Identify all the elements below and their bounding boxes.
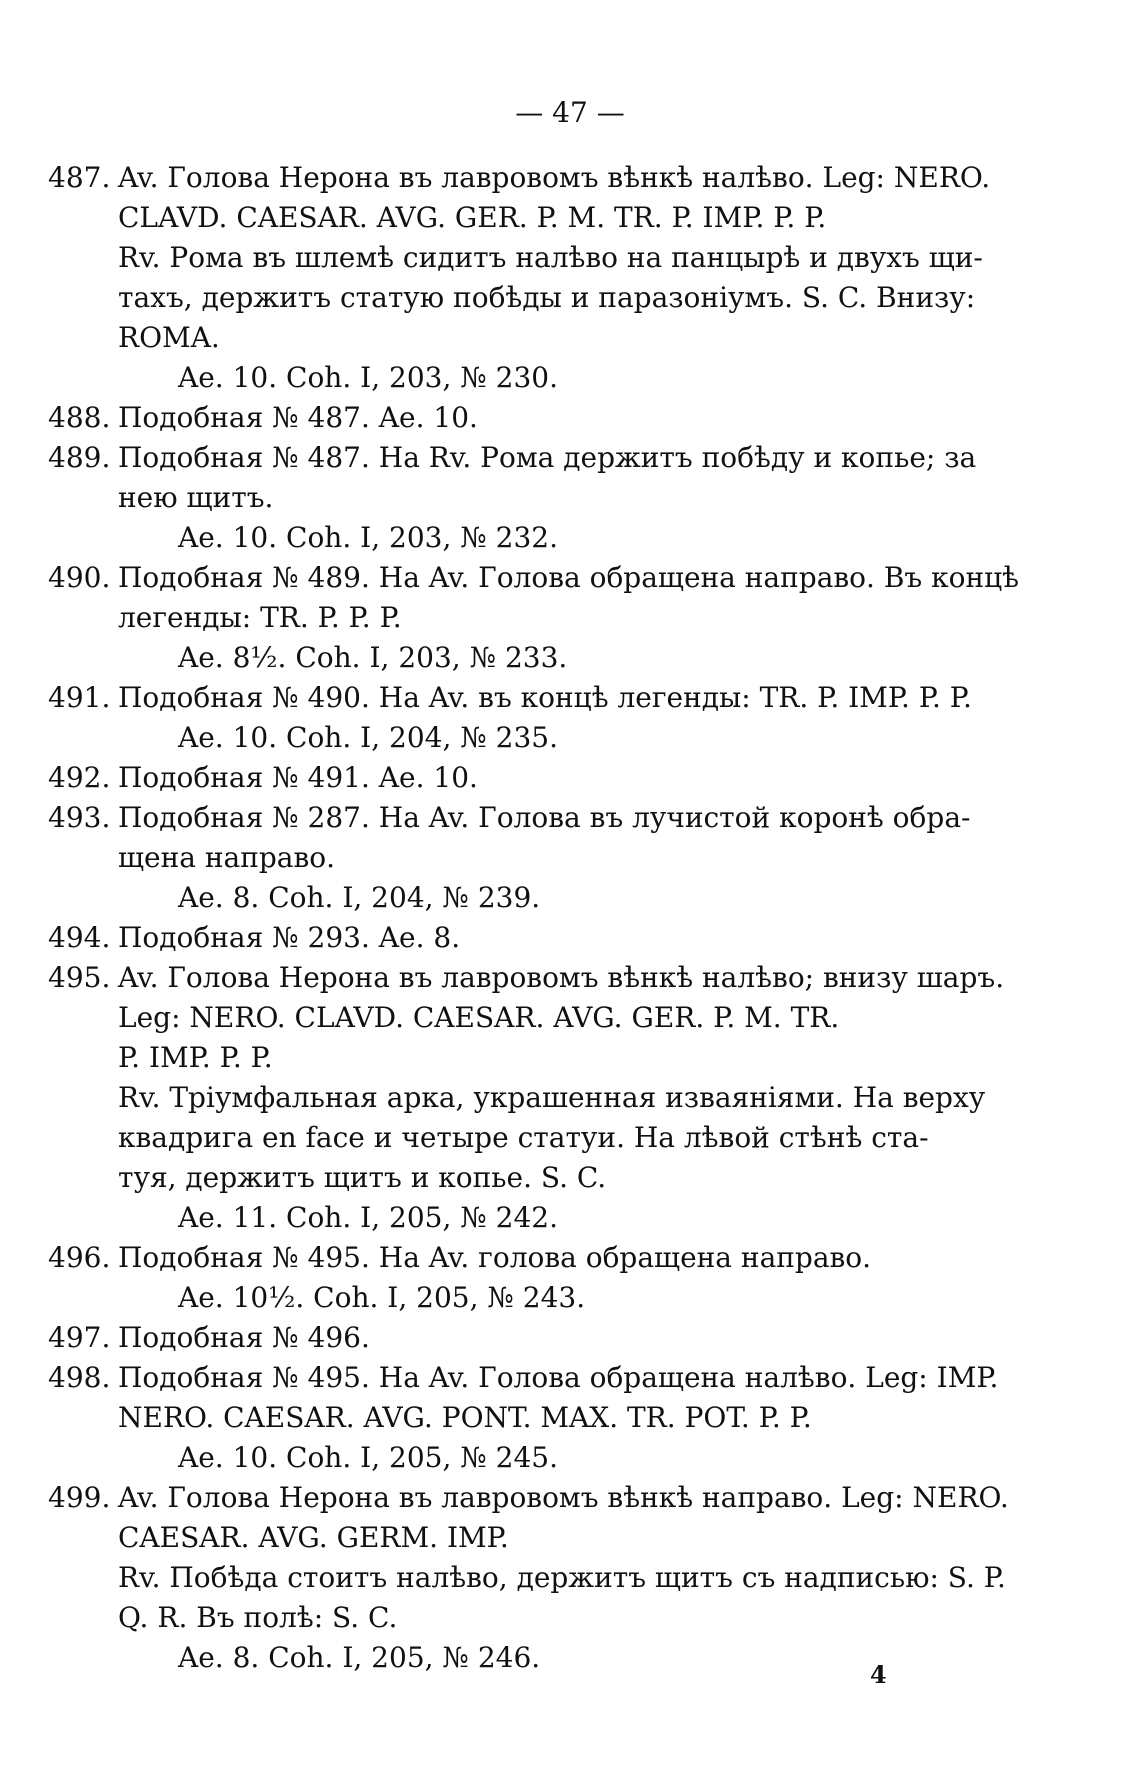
- entry-text: Ae. 8. Coh. I, 205, № 246.: [178, 1641, 541, 1674]
- entry-continuation-line: [48, 878, 1088, 918]
- entry-continuation-line: [48, 1398, 1088, 1438]
- entry-continuation-line: [48, 1638, 1088, 1678]
- entry-text: P. IMP. P. P.: [118, 1041, 273, 1074]
- entry-number: 491.: [48, 681, 111, 714]
- entry-line: [48, 918, 1088, 958]
- entry-text: Ae. 10. Coh. I, 204, № 235.: [178, 721, 558, 754]
- entry-text: Ae. 8. Coh. I, 204, № 239.: [178, 881, 541, 914]
- entry-text: Av. Голова Нерона въ лавровомъ вѣнкѣ налѣво; внизу шаръ.: [118, 961, 1005, 994]
- entry-line: [48, 958, 1088, 998]
- entry-text: Q. R. Въ полѣ: S. C.: [118, 1601, 398, 1634]
- entry-number: 490.: [48, 561, 111, 594]
- entry-line: [48, 1358, 1088, 1398]
- entry-continuation-line: [48, 1598, 1088, 1638]
- entry-text: Ae. 10. Coh. I, 203, № 232.: [178, 521, 558, 554]
- entry-number: 499.: [48, 1481, 111, 1514]
- entry-continuation-line: [48, 238, 1088, 278]
- entry-continuation-line: [48, 318, 1088, 358]
- entry-text: Ae. 10. Coh. I, 205, № 245.: [178, 1441, 558, 1474]
- entry-number: 488.: [48, 401, 111, 434]
- entry-line: [48, 558, 1088, 598]
- entry-text: щена направо.: [118, 841, 336, 874]
- entry-text: Подобная № 490. На Av. въ концѣ легенды: TR. P. IMP. P. P.: [118, 681, 972, 714]
- entry-line: [48, 758, 1088, 798]
- entry-text: Ae. 11. Coh. I, 205, № 242.: [178, 1201, 558, 1234]
- entry-number: 495.: [48, 961, 111, 994]
- entry-text: Подобная № 287. На Av. Голова въ лучистой коронѣ обра-: [118, 801, 971, 834]
- entry-text: Подобная № 487. Ae. 10.: [118, 401, 478, 434]
- entry-continuation-line: [48, 518, 1088, 558]
- entry-continuation-line: [48, 358, 1088, 398]
- entry-number: 489.: [48, 441, 111, 474]
- entry-line: [48, 438, 1088, 478]
- entry-line: [48, 158, 1088, 198]
- entry-number: 493.: [48, 801, 111, 834]
- entry-text: Ae. 10½. Coh. I, 205, № 243.: [178, 1281, 586, 1314]
- entry-line: [48, 678, 1088, 718]
- entry-text: Av. Голова Нерона въ лавровомъ вѣнкѣ направо. Leg: NERO.: [118, 1481, 1009, 1514]
- entry-continuation-line: [48, 1558, 1088, 1598]
- entry-continuation-line: [48, 1038, 1088, 1078]
- entry-text: Подобная № 496.: [118, 1321, 370, 1354]
- entry-text: Rv. Побѣда стоитъ налѣво, держитъ щитъ съ надписью: S. P.: [118, 1561, 1006, 1594]
- entry-continuation-line: [48, 198, 1088, 238]
- entry-text: Подобная № 487. На Rv. Рома держитъ побѣду и копье; за: [118, 441, 977, 474]
- entry-text: туя, держитъ щитъ и копье. S. C.: [118, 1161, 607, 1194]
- entry-text: тахъ, держитъ статую побѣды и паразоніумъ. S. C. Внизу:: [118, 281, 976, 314]
- entry-text: Подобная № 495. На Av. Голова обращена налѣво. Leg: IMP.: [118, 1361, 999, 1394]
- entry-continuation-line: [48, 478, 1088, 518]
- entry-text: Rv. Тріумфальная арка, украшенная изваяніями. На верху: [118, 1081, 986, 1114]
- entry-continuation-line: [48, 1118, 1088, 1158]
- entry-continuation-line: [48, 1198, 1088, 1238]
- entry-text: NERO. CAESAR. AVG. PONT. MAX. TR. POT. P. P.: [118, 1401, 812, 1434]
- entry-text: квадрига en face и четыре статуи. На лѣвой стѣнѣ ста-: [118, 1121, 929, 1154]
- entry-text: CLAVD. CAESAR. AVG. GER. P. M. TR. P. IMP. P. P.: [118, 201, 827, 234]
- entry-continuation-line: [48, 1518, 1088, 1558]
- entry-continuation-line: [48, 838, 1088, 878]
- entry-text: Ae. 10. Coh. I, 203, № 230.: [178, 361, 558, 394]
- entry-text: Подобная № 491. Ae. 10.: [118, 761, 478, 794]
- entry-line: [48, 1238, 1088, 1278]
- entry-line: [48, 1478, 1088, 1518]
- entry-text: Rv. Рома въ шлемѣ сидитъ налѣво на панцырѣ и двухъ щи-: [118, 241, 983, 274]
- entry-continuation-line: [48, 598, 1088, 638]
- entry-text: Ae. 8½. Coh. I, 203, № 233.: [178, 641, 568, 674]
- entry-line: [48, 1318, 1088, 1358]
- entry-number: 498.: [48, 1361, 111, 1394]
- entry-text: Подобная № 293. Ae. 8.: [118, 921, 461, 954]
- entry-number: 494.: [48, 921, 111, 954]
- entry-number: 496.: [48, 1241, 111, 1274]
- entry-continuation-line: [48, 718, 1088, 758]
- entry-text: Подобная № 489. На Av. Голова обращена направо. Въ концѣ: [118, 561, 1020, 594]
- signature-mark: 4: [870, 1660, 887, 1689]
- entry-text: легенды: TR. P. P. P.: [118, 601, 402, 634]
- entry-text: Av. Голова Нерона въ лавровомъ вѣнкѣ налѣво. Leg: NERO.: [118, 161, 991, 194]
- entry-number: 497.: [48, 1321, 111, 1354]
- entry-text: CAESAR. AVG. GERM. IMP.: [118, 1521, 509, 1554]
- entry-continuation-line: [48, 1278, 1088, 1318]
- entry-number: 487.: [48, 161, 111, 194]
- entry-text: нею щитъ.: [118, 481, 274, 514]
- entry-line: [48, 798, 1088, 838]
- entry-line: [48, 398, 1088, 438]
- entry-continuation-line: [48, 1438, 1088, 1478]
- entry-continuation-line: [48, 1158, 1088, 1198]
- entry-text: Подобная № 495. На Av. голова обращена направо.: [118, 1241, 872, 1274]
- page-number: — 47 —: [515, 96, 625, 129]
- entry-continuation-line: [48, 638, 1088, 678]
- entry-continuation-line: [48, 1078, 1088, 1118]
- catalog-text: [48, 158, 1088, 1678]
- entry-text: Leg: NERO. CLAVD. CAESAR. AVG. GER. P. M. TR.: [118, 1001, 840, 1034]
- entry-text: ROMA.: [118, 321, 220, 354]
- entry-continuation-line: [48, 998, 1088, 1038]
- entry-continuation-line: [48, 278, 1088, 318]
- entry-number: 492.: [48, 761, 111, 794]
